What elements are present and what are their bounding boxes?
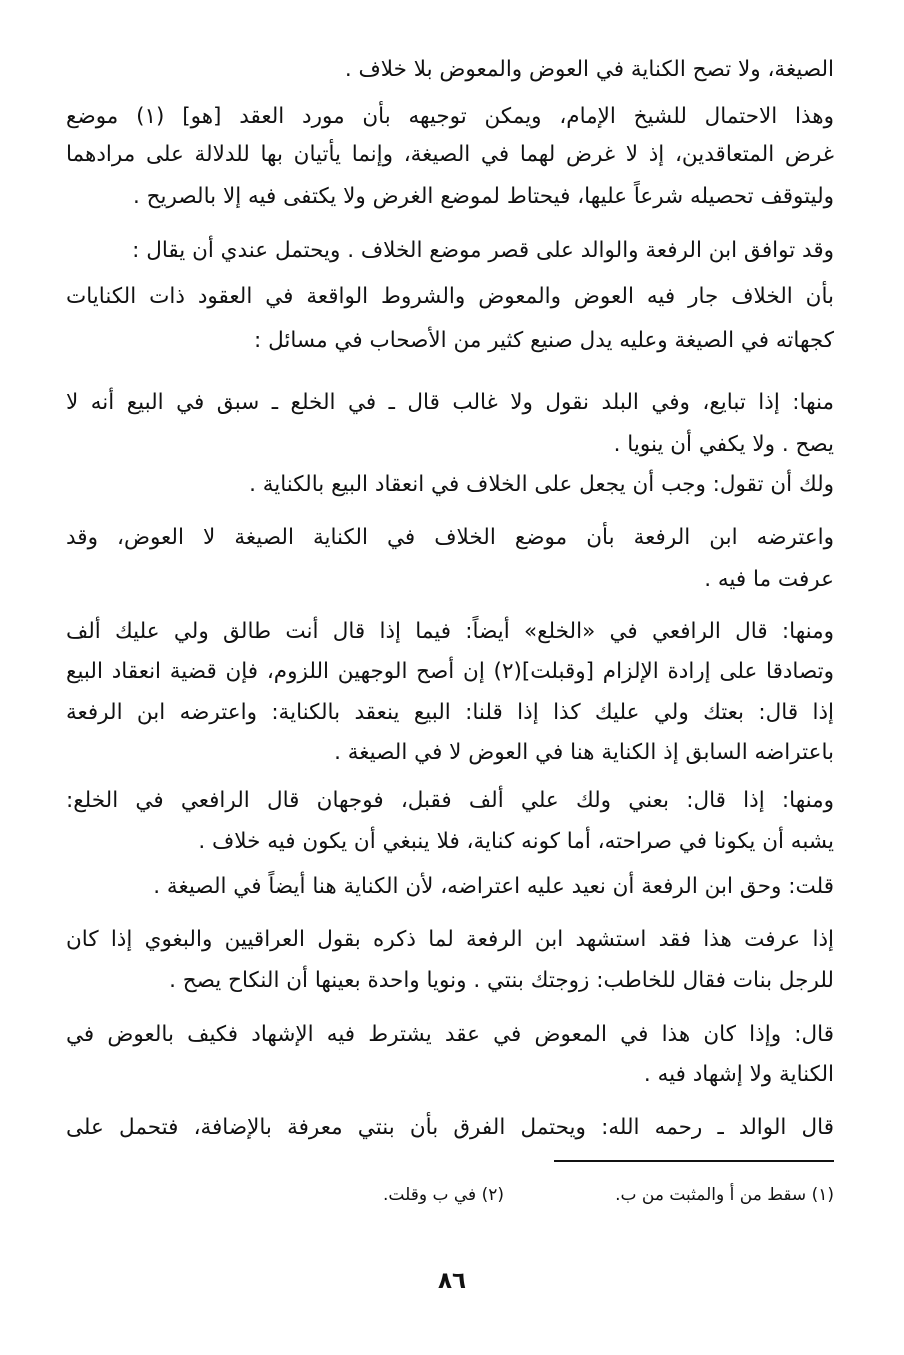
footnote-separator	[554, 1160, 834, 1162]
text-line: يشبه أن يكونا في صراحته، أما كونه كناية، فلا ينبغي أن يكون فيه خلاف .	[198, 829, 834, 854]
text-line: للرجل بنات فقال للخاطب: زوجتك بنتي . ونويا واحدة بعينها أن النكاح يصح .	[169, 968, 834, 993]
text-line: ولك أن تقول: وجب أن يجعل على الخلاف في انعقاد البيع بالكناية .	[249, 472, 834, 497]
text-line: وتصادقا على إرادة الإلزام [وقبلت](٢) إن أصح الوجهين اللزوم، فإن قضية انعقاد البيع	[66, 659, 834, 684]
text-line: بأن الخلاف جار فيه العوض والمعوض والشروط الواقعة في العقود ذات الكنايات	[66, 284, 834, 309]
text-line: وقد توافق ابن الرفعة والوالد على قصر موضع الخلاف . ويحتمل عندي أن يقال :	[132, 238, 834, 263]
text-line: إذا قال: بعتك ولي عليك كذا إذا قلنا: البيع ينعقد بالكناية: واعترضه ابن الرفعة	[66, 700, 834, 725]
text-line: يصح . ولا يكفي أن ينويا .	[613, 432, 834, 457]
text-line: ومنها: إذا قال: بعني ولك علي ألف فقبل، فوجهان قال الرافعي في الخلع:	[66, 788, 834, 813]
text-line: منها: إذا تبايع، وفي البلد نقول ولا غالب قال ـ في الخلع ـ سبق في البيع أنه لا	[66, 390, 834, 415]
text-line: عرفت ما فيه .	[704, 567, 834, 592]
text-line: الكناية ولا إشهاد فيه .	[643, 1062, 834, 1087]
text-line: واعترضه ابن الرفعة بأن موضع الخلاف في الكناية الصيغة لا العوض، وقد	[66, 525, 834, 550]
text-line: باعتراضه السابق إذ الكناية هنا في العوض لا في الصيغة .	[334, 740, 834, 765]
text-line: ومنها: قال الرافعي في «الخلع» أيضاً: فيما إذا قال أنت طالق ولي عليك ألف	[66, 619, 834, 644]
text-line: قال: وإذا كان هذا في المعوض في عقد يشترط فيه الإشهاد فكيف بالعوض في	[66, 1022, 834, 1047]
text-line: كجهاته في الصيغة وعليه يدل صنيع كثير من الأصحاب في مسائل :	[254, 328, 834, 353]
text-line: وهذا الاحتمال للشيخ الإمام، ويمكن توجيهه بأن مورد العقد [هو] (١) موضع	[66, 104, 834, 129]
text-line: قلت: وحق ابن الرفعة أن نعيد عليه اعتراضه، لأن الكناية هنا أيضاً في الصيغة .	[153, 874, 834, 899]
text-line: وليتوقف تحصيله شرعاً عليها، فيحتاط لموضع الغرض ولا يكتفى فيه إلا بالصريح .	[133, 184, 834, 209]
text-line: غرض المتعاقدين، إذ لا غرض لهما في الصيغة، وإنما يأتيان بها للدلالة على مرادهما	[66, 142, 834, 167]
page-number: ٨٦	[437, 1268, 467, 1294]
footnote-2: (٢) في ب وقلت.	[383, 1185, 504, 1205]
text-line: إذا عرفت هذا فقد استشهد ابن الرفعة لما ذكره بقول العراقيين والبغوي إذا كان	[66, 927, 834, 952]
text-line: الصيغة، ولا تصح الكناية في العوض والمعوض بلا خلاف .	[344, 57, 834, 82]
footnote-1: (١) سقط من أ والمثبت من ب.	[615, 1185, 834, 1205]
text-line: قال الوالد ـ رحمه الله: ويحتمل الفرق بأن بنتي معرفة بالإضافة، فتحمل على	[66, 1115, 834, 1140]
